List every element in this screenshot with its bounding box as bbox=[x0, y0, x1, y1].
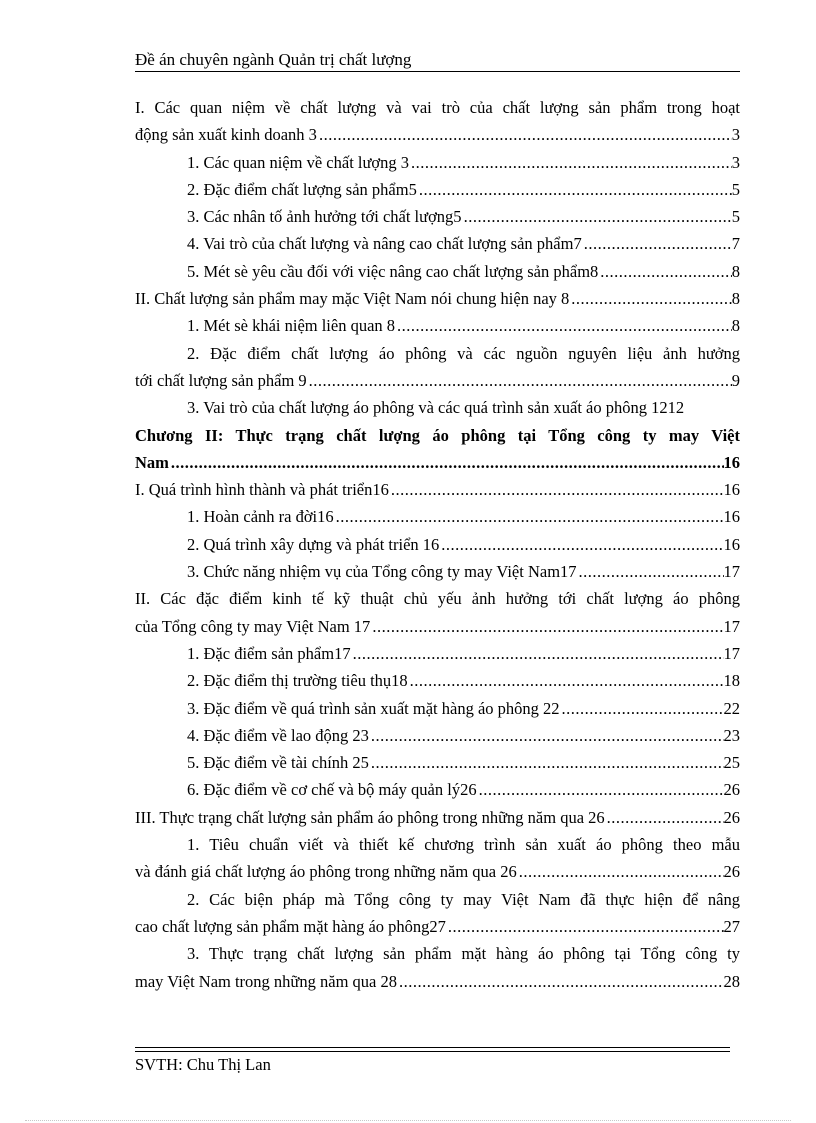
toc-entry[interactable] bbox=[135, 613, 740, 640]
toc-entry[interactable] bbox=[135, 913, 740, 940]
toc-page-number: 26 bbox=[723, 807, 740, 827]
toc-leader-dots bbox=[399, 968, 724, 995]
toc-page-number: 18 bbox=[723, 671, 740, 691]
toc-entry-title: 5. Mét sè yêu cầu đối với việc nâng cao chất lượng sản phẩm8 bbox=[187, 261, 599, 281]
toc-entry-title: tới chất lượng sản phẩm 9 bbox=[135, 370, 307, 390]
toc-leader-dots bbox=[479, 776, 724, 803]
toc-leader-dots bbox=[372, 613, 723, 640]
toc-entry-line bbox=[135, 340, 740, 367]
toc-page-number: 16 bbox=[723, 507, 740, 527]
toc-entry[interactable] bbox=[135, 776, 740, 803]
toc-leader-dots bbox=[410, 667, 724, 694]
toc-leader-dots bbox=[391, 476, 724, 503]
toc-entry[interactable] bbox=[135, 312, 740, 339]
toc-entry[interactable] bbox=[135, 121, 740, 148]
toc-page-number: 8 bbox=[731, 316, 740, 336]
toc-entry-title: 1. Mét sè khái niệm liên quan 8 bbox=[187, 316, 396, 336]
toc-entry-title: 3. Chức năng nhiệm vụ của Tổng công ty may Việt Nam17 bbox=[187, 562, 577, 582]
footer-rule-double bbox=[135, 1051, 730, 1052]
toc-page-number: 8 bbox=[731, 261, 740, 281]
toc-entry[interactable] bbox=[135, 203, 740, 230]
header-rule bbox=[135, 71, 740, 72]
toc-entry[interactable] bbox=[135, 285, 740, 312]
toc-leader-dots bbox=[584, 230, 732, 257]
toc-entry-title: 1. Đặc điểm sản phẩm17 bbox=[187, 643, 351, 663]
toc-leader-dots bbox=[571, 285, 731, 312]
footer-author: SVTH: Chu Thị Lan bbox=[135, 1055, 271, 1074]
toc-leader-dots bbox=[562, 695, 724, 722]
toc-entry[interactable] bbox=[135, 968, 740, 995]
toc-entry[interactable] bbox=[135, 176, 740, 203]
toc-page-number: 26 bbox=[723, 780, 740, 800]
toc-entry-title: 2. Đặc điểm thị trường tiêu thụ18 bbox=[187, 671, 408, 691]
toc-leader-dots bbox=[464, 203, 732, 230]
toc-leader-dots bbox=[319, 121, 732, 148]
toc-page-number: 8 bbox=[731, 289, 740, 309]
toc-entry[interactable] bbox=[135, 667, 740, 694]
toc-leader-dots bbox=[371, 749, 724, 776]
toc-entry[interactable] bbox=[135, 394, 740, 421]
toc-entry-title: 3. Vai trò của chất lượng áo phông và các quá trình sản xuất áo phông 1212 bbox=[187, 398, 685, 418]
toc-entry[interactable] bbox=[135, 149, 740, 176]
toc-page-number: 26 bbox=[723, 862, 740, 882]
toc-entry-line bbox=[135, 94, 740, 121]
toc-leader-dots bbox=[397, 312, 732, 339]
toc-entry[interactable] bbox=[135, 749, 740, 776]
toc-entry[interactable] bbox=[135, 449, 740, 476]
toc-leader-dots bbox=[600, 258, 731, 285]
toc-entry-line bbox=[135, 940, 740, 967]
toc-entry[interactable] bbox=[135, 804, 740, 831]
toc-leader-dots bbox=[419, 176, 732, 203]
toc-entry-line bbox=[135, 585, 740, 612]
toc-page-number: 17 bbox=[723, 643, 740, 663]
toc-page-number: 3 bbox=[731, 125, 740, 145]
toc-entry-title: và đánh giá chất lượng áo phông trong những năm qua 26 bbox=[135, 862, 517, 882]
toc-entry[interactable] bbox=[135, 230, 740, 257]
toc-entry-text: Chương II: Thực trạng chất lượng áo phông tại Tổng công ty may Việt bbox=[135, 425, 740, 445]
toc-entry-text: I. Các quan niệm về chất lượng và vai trò của chất lượng sản phẩm trong hoạt bbox=[135, 98, 740, 117]
toc-entry-title: 2. Quá trình xây dựng và phát triển 16 bbox=[187, 534, 440, 554]
page-boundary bbox=[25, 1120, 791, 1121]
toc-entry-title: III. Thực trạng chất lượng sản phẩm áo phông trong những năm qua 26 bbox=[135, 807, 605, 827]
toc-entry-text: 1. Tiêu chuẩn viết và thiết kế chương trình sản xuất áo phông theo mẫu bbox=[187, 835, 740, 855]
toc-entry-text: II. Các đặc điểm kinh tế kỹ thuật chủ yếu ảnh hưởng tới chất lượng áo phông bbox=[135, 589, 740, 609]
toc-entry-line bbox=[135, 886, 740, 913]
toc-entry-title: 3. Các nhân tố ảnh hưởng tới chất lượng5 bbox=[187, 207, 462, 227]
footer-rule bbox=[135, 1047, 730, 1048]
toc-entry-title: II. Chất lượng sản phẩm may mặc Việt Nam nói chung hiện nay 8 bbox=[135, 289, 570, 309]
toc-entry[interactable] bbox=[135, 558, 740, 585]
toc-page-number: 16 bbox=[723, 480, 740, 500]
toc-page-number: 17 bbox=[723, 562, 740, 582]
toc-page-number: 9 bbox=[731, 370, 740, 390]
toc-entry-title: 5. Đặc điểm về tài chính 25 bbox=[187, 753, 369, 773]
toc-entry-text: 2. Các biện pháp mà Tổng công ty may Việt Nam đã thực hiện để nâng bbox=[187, 889, 740, 909]
toc-leader-dots bbox=[336, 503, 724, 530]
toc-entry[interactable] bbox=[135, 476, 740, 503]
toc-entry-title: của Tổng công ty may Việt Nam 17 bbox=[135, 616, 371, 636]
toc-page-number: 16 bbox=[723, 452, 740, 472]
toc-page-number: 5 bbox=[731, 179, 740, 199]
toc-entry-title: 1. Các quan niệm về chất lượng 3 bbox=[187, 152, 410, 172]
toc-entry[interactable] bbox=[135, 258, 740, 285]
toc-leader-dots bbox=[579, 558, 724, 585]
toc-leader-dots bbox=[607, 804, 724, 831]
toc-page-number: 23 bbox=[723, 725, 740, 745]
toc-entry[interactable] bbox=[135, 695, 740, 722]
toc-entry-text: 2. Đặc điểm chất lượng áo phông và các nguồn nguyên liệu ảnh hưởng bbox=[187, 343, 740, 363]
toc-entry-title: cao chất lượng sản phẩm mặt hàng áo phông27 bbox=[135, 916, 446, 936]
toc-entry-title: 4. Đặc điểm về lao động 23 bbox=[187, 725, 369, 745]
toc-entry-title: 2. Đặc điểm chất lượng sản phẩm5 bbox=[187, 179, 417, 199]
toc-leader-dots bbox=[441, 531, 723, 558]
toc-page-number: 22 bbox=[723, 698, 740, 718]
toc-entry-title: 4. Vai trò của chất lượng và nâng cao chất lượng sản phẩm7 bbox=[187, 234, 582, 254]
toc-page-number: 17 bbox=[723, 616, 740, 636]
toc-entry-title: 1. Hoàn cảnh ra đời16 bbox=[187, 507, 334, 527]
toc-entry-title: 3. Đặc điểm về quá trình sản xuất mặt hàng áo phông 22 bbox=[187, 698, 560, 718]
toc-entry[interactable] bbox=[135, 367, 740, 394]
toc-leader-dots bbox=[371, 722, 724, 749]
toc-leader-dots bbox=[519, 858, 724, 885]
toc-leader-dots bbox=[448, 913, 724, 940]
toc-page-number: 16 bbox=[723, 534, 740, 554]
toc-page-number: 28 bbox=[723, 971, 740, 991]
toc-entry-title: động sản xuất kinh doanh 3 bbox=[135, 125, 317, 145]
toc-page-number: 7 bbox=[731, 234, 740, 254]
toc-entry[interactable] bbox=[135, 640, 740, 667]
toc-page-number: 25 bbox=[723, 753, 740, 773]
table-of-contents bbox=[135, 94, 740, 995]
toc-page-number: 27 bbox=[723, 916, 740, 936]
toc-entry-line bbox=[135, 422, 740, 449]
toc-entry-line bbox=[135, 831, 740, 858]
toc-entry[interactable] bbox=[135, 858, 740, 885]
toc-entry[interactable] bbox=[135, 531, 740, 558]
toc-entry[interactable] bbox=[135, 722, 740, 749]
toc-entry-title: may Việt Nam trong những năm qua 28 bbox=[135, 971, 397, 991]
toc-entry-title: Nam bbox=[135, 452, 169, 472]
toc-page-number: 3 bbox=[731, 152, 740, 172]
toc-entry-title: 6. Đặc điểm về cơ chế và bộ máy quản lý26 bbox=[187, 780, 477, 800]
toc-leader-dots bbox=[171, 449, 724, 476]
toc-entry-text: 3. Thực trạng chất lượng sản phẩm mặt hàng áo phông tại Tổng công ty bbox=[187, 944, 740, 964]
toc-leader-dots bbox=[353, 640, 724, 667]
toc-entry[interactable] bbox=[135, 503, 740, 530]
toc-page-number: 5 bbox=[731, 207, 740, 227]
toc-entry-title: I. Quá trình hình thành và phát triển16 bbox=[135, 480, 389, 500]
toc-leader-dots bbox=[411, 149, 732, 176]
toc-leader-dots bbox=[309, 367, 732, 394]
page-header: Đề án chuyên ngành Quản trị chất lượng bbox=[135, 50, 412, 69]
